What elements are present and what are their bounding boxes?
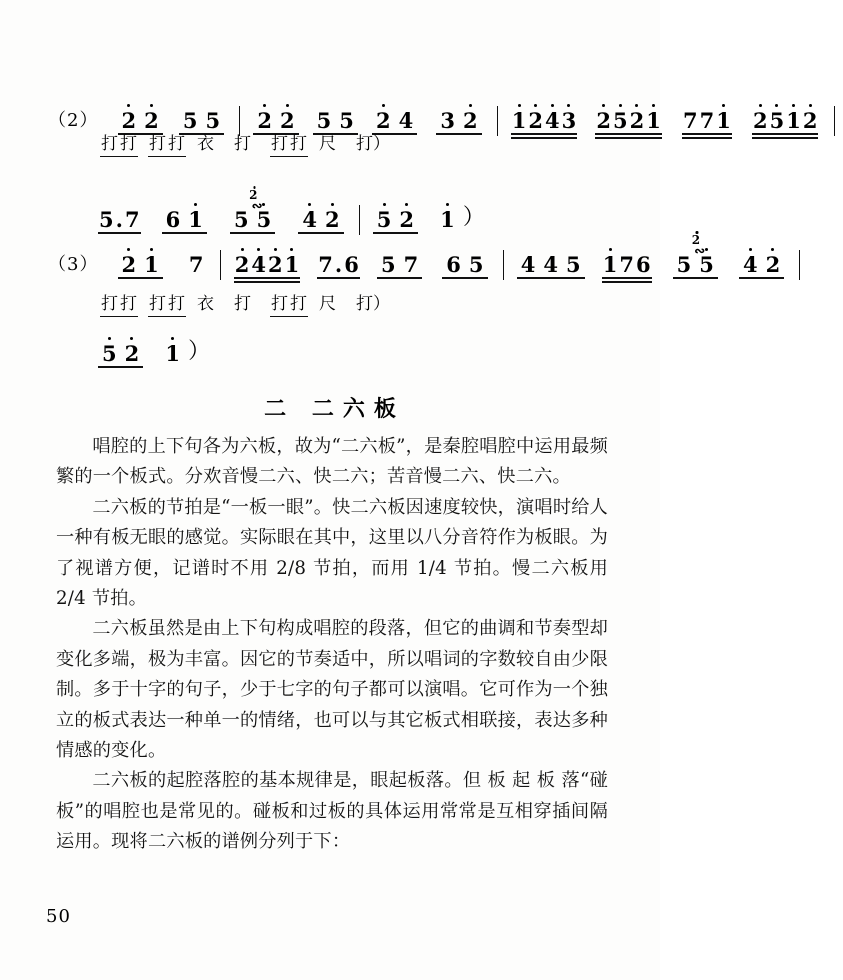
lyric-syllable: 衣 xyxy=(197,134,214,154)
note: 2 xyxy=(528,108,544,133)
barline xyxy=(497,106,498,136)
grace-note: 2 xyxy=(691,233,701,247)
notation-row-3-cont xyxy=(98,334,210,365)
barline xyxy=(239,106,240,136)
score-line-example-2-cont xyxy=(0,170,660,240)
note: 4 xyxy=(543,252,558,277)
note: 7 xyxy=(403,252,419,277)
note-group xyxy=(439,209,456,231)
example-label-2: （2） xyxy=(48,110,99,131)
note: 5 xyxy=(205,108,221,133)
music-score xyxy=(0,86,818,368)
note: 6 xyxy=(635,252,651,277)
lyric-syllable: 打） xyxy=(356,294,390,314)
paragraph: 唱腔的上下句各为六板，故为“二六板”，是秦腔唱腔中运用最频繁的一个板式。分欢音慢二六、快二六；苦音慢二六、快二六。 xyxy=(56,436,608,488)
lyric-syllable: 打） xyxy=(356,134,390,154)
note: 2 xyxy=(629,108,645,133)
body-text xyxy=(56,432,608,858)
note: 2 xyxy=(802,108,818,133)
lyric-syllable: 打 xyxy=(167,134,186,157)
note: 3 xyxy=(440,108,455,133)
page-number: 50 xyxy=(46,906,71,927)
note-group xyxy=(739,254,784,276)
note: 7 xyxy=(619,252,634,277)
example-label-3: （3） xyxy=(48,254,99,275)
note: 5 xyxy=(253,209,276,231)
note: 5 xyxy=(695,254,718,276)
note: 5 xyxy=(182,108,198,133)
note: 6 xyxy=(344,252,359,277)
note: 5 xyxy=(99,207,114,232)
score-line-example-3-cont xyxy=(0,328,660,368)
note-cluster xyxy=(118,110,163,132)
paragraph: 二六板的起腔落腔的基本规律是，眼起板落。但 板 起 板 落“碰板”的唱腔也是常见的。碰板和过板的具体运用常常是互相穿插间隔运用。现将二六板的谱例分列于下： xyxy=(56,770,608,853)
note: 2 xyxy=(321,209,344,231)
barline xyxy=(359,205,360,235)
note: 7 xyxy=(188,252,204,277)
note-group xyxy=(682,110,732,132)
closing-paren: ） xyxy=(462,205,485,230)
note-cluster xyxy=(164,343,181,365)
note-cluster xyxy=(517,254,585,276)
note: 5 xyxy=(339,108,354,133)
note: 2 xyxy=(762,254,785,276)
note: 1 xyxy=(786,108,801,133)
note-group xyxy=(179,110,224,132)
lyric-syllable: 尺 xyxy=(319,294,336,314)
note-cluster xyxy=(253,110,298,132)
note: . xyxy=(115,207,123,232)
note: 1 xyxy=(165,341,180,366)
lyric-syllable: 打 xyxy=(234,294,251,314)
note-group xyxy=(234,254,301,276)
note: 1 xyxy=(284,252,300,277)
lyric-syllable: 打 xyxy=(119,134,138,157)
note-group xyxy=(595,110,662,132)
note-cluster xyxy=(98,209,141,231)
lyric-syllable: 打 xyxy=(270,294,289,317)
note: 2 xyxy=(752,108,768,133)
note-cluster xyxy=(511,110,578,132)
note: 1 xyxy=(511,108,527,133)
note: 3 xyxy=(561,108,577,133)
note: 2 xyxy=(395,209,418,231)
note-group-with-grace xyxy=(673,233,718,277)
note: 2 xyxy=(276,110,299,132)
lyric-syllable: 打 xyxy=(119,294,138,317)
note: 4 xyxy=(398,108,414,133)
note-group xyxy=(298,209,343,231)
note-cluster xyxy=(118,254,163,276)
note: 2 xyxy=(372,110,395,132)
notation-row-2-cont xyxy=(98,188,485,232)
note-group xyxy=(162,209,207,231)
note: . xyxy=(334,252,343,277)
note-cluster xyxy=(230,188,275,232)
note-cluster xyxy=(317,254,360,276)
note: 2 xyxy=(140,110,163,132)
note-group xyxy=(317,254,360,276)
note-cluster xyxy=(188,254,205,276)
note-cluster xyxy=(162,209,207,231)
lyric-syllable: 打 xyxy=(270,134,289,157)
paragraph: 二六板的节拍是“一板一眼”。快二六板因速度较快，演唱时给人一种有板无眼的感觉。实际眼在其中，这里以八分音符作为板眼。为了视谱方便，记谱时不用 2/8 节拍，而用 1/4 节拍。慢二六板用 2/4 节拍。 xyxy=(56,496,608,610)
note-group xyxy=(188,254,205,276)
grace-note: 2 xyxy=(249,188,258,202)
score-line-example-3 xyxy=(0,233,781,288)
grace-slur-icon: ∾ xyxy=(251,199,263,214)
note: 4 xyxy=(520,252,536,277)
note: 5 xyxy=(380,252,396,277)
paragraph: 二六板虽然是由上下句构成唱腔的段落，但它的曲调和节奏型却变化多端，极为丰富。因它的节奏适中，所以唱词的字数较自由少限制。多于十字的句子，少于七字的句子都可以演唱。它可作为一个独立的板式表达一种单一的情绪，也可以与其它板式相联接，表达多种情感的变化。 xyxy=(56,618,608,762)
note: 1 xyxy=(716,108,731,133)
note: 5 xyxy=(98,343,121,365)
note: 2 xyxy=(253,110,276,132)
note: 5 xyxy=(468,252,484,277)
note: 6 xyxy=(165,207,181,232)
note: 5 xyxy=(613,108,628,133)
note-cluster xyxy=(234,254,301,276)
note: 2 xyxy=(234,252,250,277)
note-cluster xyxy=(752,110,819,132)
note: 1 xyxy=(184,209,207,231)
note: 4 xyxy=(298,209,321,231)
note-cluster xyxy=(602,254,652,276)
note-cluster xyxy=(372,110,417,132)
note: 5 xyxy=(316,108,332,133)
note-cluster xyxy=(298,209,343,231)
note: 1 xyxy=(602,252,618,277)
note-group xyxy=(372,110,417,132)
note-group xyxy=(377,254,422,276)
note-group xyxy=(118,254,163,276)
note-cluster xyxy=(673,233,718,277)
note-cluster xyxy=(595,110,662,132)
note-cluster xyxy=(442,254,487,276)
note-group xyxy=(436,110,481,132)
note: 1 xyxy=(646,108,661,133)
note-cluster xyxy=(439,209,456,231)
note: 5 xyxy=(676,252,692,277)
lyric-syllable: 打 xyxy=(289,134,308,157)
note: 5 xyxy=(565,252,581,277)
barline xyxy=(503,250,504,280)
lyric-syllable: 打 xyxy=(100,134,119,157)
note: 2 xyxy=(267,252,283,277)
note-group xyxy=(602,254,652,276)
lyric-syllable: 衣 xyxy=(197,294,214,314)
barline xyxy=(834,106,835,136)
notation-row-2 xyxy=(48,102,843,132)
note-group xyxy=(164,343,181,365)
note: 7 xyxy=(682,108,698,133)
note: 2 xyxy=(118,110,141,132)
note: 2 xyxy=(121,343,144,365)
section-title: 二 二六板 xyxy=(264,397,405,422)
note: 4 xyxy=(251,252,266,277)
note: 1 xyxy=(140,254,163,276)
note-group xyxy=(98,209,141,231)
note-group xyxy=(442,254,487,276)
note-cluster xyxy=(373,209,418,231)
lyric-row-2 xyxy=(100,134,391,157)
note-group xyxy=(752,110,819,132)
note: 2 xyxy=(459,110,482,132)
note-group xyxy=(373,209,418,231)
lyric-syllable: 打 xyxy=(100,294,119,317)
note: 7 xyxy=(699,108,715,133)
lyric-syllable: 打 xyxy=(289,294,308,317)
lyric-syllable: 打 xyxy=(167,294,186,317)
note: 5 xyxy=(769,108,785,133)
note-group xyxy=(253,110,298,132)
note: 7 xyxy=(318,252,333,277)
closing-paren: ） xyxy=(188,339,211,364)
note-cluster xyxy=(739,254,784,276)
note: 4 xyxy=(545,108,560,133)
note: 2 xyxy=(596,108,612,133)
barline xyxy=(799,250,800,280)
grace-slur-icon: ∾ xyxy=(694,244,706,259)
note-cluster xyxy=(436,110,481,132)
lyric-syllable: 打 xyxy=(234,134,251,154)
note-group xyxy=(517,254,585,276)
barline xyxy=(220,250,221,280)
note-group-with-grace xyxy=(230,188,275,232)
note: 5 xyxy=(234,207,249,232)
lyric-syllable: 打 xyxy=(148,134,167,157)
note: 1 xyxy=(440,207,455,232)
lyric-syllable: 打 xyxy=(148,294,167,317)
note-cluster xyxy=(313,110,358,132)
note: 5 xyxy=(373,209,396,231)
note-group xyxy=(511,110,578,132)
note-cluster xyxy=(682,110,732,132)
note-cluster xyxy=(179,110,224,132)
lyric-line-example-2 xyxy=(0,134,660,170)
notation-row-3 xyxy=(48,233,808,277)
note-cluster xyxy=(98,343,143,365)
note-group xyxy=(118,110,163,132)
note: 2 xyxy=(118,254,141,276)
note: 7 xyxy=(124,207,140,232)
note: 4 xyxy=(739,254,762,276)
note: 6 xyxy=(446,252,461,277)
lyric-row-3 xyxy=(100,294,391,317)
note-cluster xyxy=(377,254,422,276)
score-line-example-2 xyxy=(0,86,818,134)
lyric-line-example-3 xyxy=(0,288,660,328)
lyric-syllable: 尺 xyxy=(319,134,336,154)
note-group xyxy=(98,343,143,365)
note-group xyxy=(313,110,358,132)
